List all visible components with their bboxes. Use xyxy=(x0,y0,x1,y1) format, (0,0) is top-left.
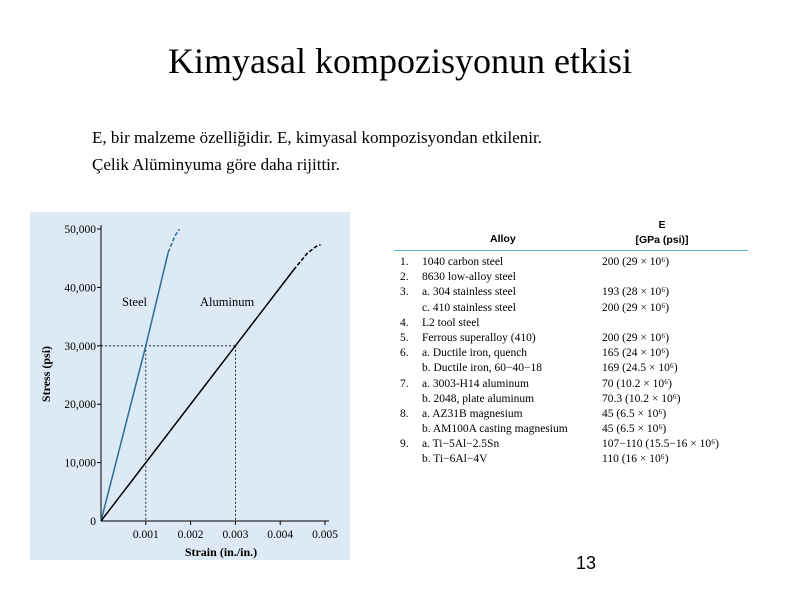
x-axis-label: Strain (in./in.) xyxy=(184,545,258,559)
steel-series-label: Steel xyxy=(122,295,147,309)
slide-title: Kimyasal kompozisyonun etkisi xyxy=(168,41,632,81)
alloy-name: L2 tool steel xyxy=(422,316,480,329)
page-number: 13 xyxy=(576,553,597,573)
table-row xyxy=(394,346,748,361)
modulus-value: 45 (6.5 × 10⁶) xyxy=(602,423,667,436)
chart-panel-background xyxy=(30,212,350,560)
alloy-name: c. 410 stainless steel xyxy=(422,301,516,314)
y-tick-label: 20,000 xyxy=(64,399,96,412)
header-alloy: Alloy xyxy=(490,233,516,245)
body-line-1: E, bir malzeme özelliğidir. E, kimyasal kompozisyondan etkilenir. xyxy=(92,128,542,147)
body-line-2: Çelik Alüminyuma göre daha rijittir. xyxy=(92,155,340,174)
modulus-value: 70.3 (10.2 × 10⁶) xyxy=(602,392,681,405)
x-tick-label: 0.002 xyxy=(177,529,204,541)
alloy-name: Ferrous superalloy (410) xyxy=(422,331,536,344)
alloy-name: 1040 carbon steel xyxy=(422,256,504,268)
y-tick-label: 40,000 xyxy=(64,282,96,295)
alloy-name: a. Ductile iron, quench xyxy=(422,347,528,360)
alloy-name: a. AZ31B magnesium xyxy=(422,407,523,420)
alloy-name: a. Ti−5Al−2.5Sn xyxy=(422,438,500,451)
x-tick-label: 0.001 xyxy=(132,529,159,541)
modulus-value: 200 (29 × 10⁶) xyxy=(602,256,670,268)
table-row xyxy=(394,255,748,270)
row-number: 3. xyxy=(400,286,409,299)
row-number: 2. xyxy=(400,271,409,284)
table-row xyxy=(394,285,748,300)
modulus-value: 45 (6.5 × 10⁶) xyxy=(602,407,667,420)
x-tick-label: 0.004 xyxy=(267,529,294,541)
stress-strain-chart xyxy=(30,212,350,564)
alloy-name: a. 304 stainless steel xyxy=(422,286,516,299)
modulus-value: 200 (29 × 10⁶) xyxy=(602,331,670,344)
table-row xyxy=(394,422,748,437)
x-tick-label: 0.005 xyxy=(312,529,338,541)
table-row xyxy=(394,392,748,407)
alloy-name: a. 3003-H14 aluminum xyxy=(422,377,529,390)
y-tick-label: 10,000 xyxy=(64,457,96,470)
modulus-value: 70 (10.2 × 10⁶) xyxy=(602,377,672,390)
y-axis-label: Stress (psi) xyxy=(39,345,53,403)
y-tick-label: 30,000 xyxy=(64,340,96,353)
row-number: 4. xyxy=(400,316,409,329)
modulus-value: 193 (28 × 10⁶) xyxy=(602,286,670,299)
table-body xyxy=(394,255,748,468)
alloy-name: b. 2048, plate aluminum xyxy=(422,392,535,405)
alloy-name: 8630 low-alloy steel xyxy=(422,271,516,284)
modulus-value: 169 (24.5 × 10⁶) xyxy=(602,362,678,375)
alloy-name: b. Ti−6Al−4V xyxy=(422,453,488,466)
y-tick-label: 0 xyxy=(90,516,96,528)
row-number: 5. xyxy=(400,331,409,344)
row-number: 8. xyxy=(400,407,409,420)
table-row xyxy=(394,437,748,452)
modulus-value: 165 (24 × 10⁶) xyxy=(602,347,670,360)
row-number: 6. xyxy=(400,347,409,360)
table-header xyxy=(394,214,748,251)
table-row xyxy=(394,270,748,285)
table-row xyxy=(394,377,748,392)
table-row xyxy=(394,316,748,331)
table-row xyxy=(394,361,748,376)
row-number: 9. xyxy=(400,438,409,451)
header-modulus xyxy=(612,218,712,248)
header-modulus-symbol: E xyxy=(658,219,666,231)
aluminum-series-label: Aluminum xyxy=(200,295,255,309)
y-tick-label: 50,000 xyxy=(64,224,96,236)
x-tick-label: 0.003 xyxy=(222,529,249,541)
modulus-value: 107−110 (15.5−16 × 10⁶) xyxy=(602,438,719,451)
table-row xyxy=(394,301,748,316)
alloy-name: b. Ductile iron, 60−40−18 xyxy=(422,362,542,375)
row-number: 7. xyxy=(400,377,409,390)
modulus-value: 110 (16 × 10⁶) xyxy=(602,453,669,466)
alloy-name: b. AM100A casting magnesium xyxy=(422,423,568,436)
modulus-value: 200 (29 × 10⁶) xyxy=(602,301,670,314)
row-number: 1. xyxy=(400,256,409,268)
elastic-modulus-table xyxy=(394,214,748,468)
body-text xyxy=(92,124,732,178)
table-row xyxy=(394,331,748,346)
table-row xyxy=(394,452,748,467)
table-row xyxy=(394,407,748,422)
header-modulus-unit: [GPa (psi)] xyxy=(635,234,689,246)
